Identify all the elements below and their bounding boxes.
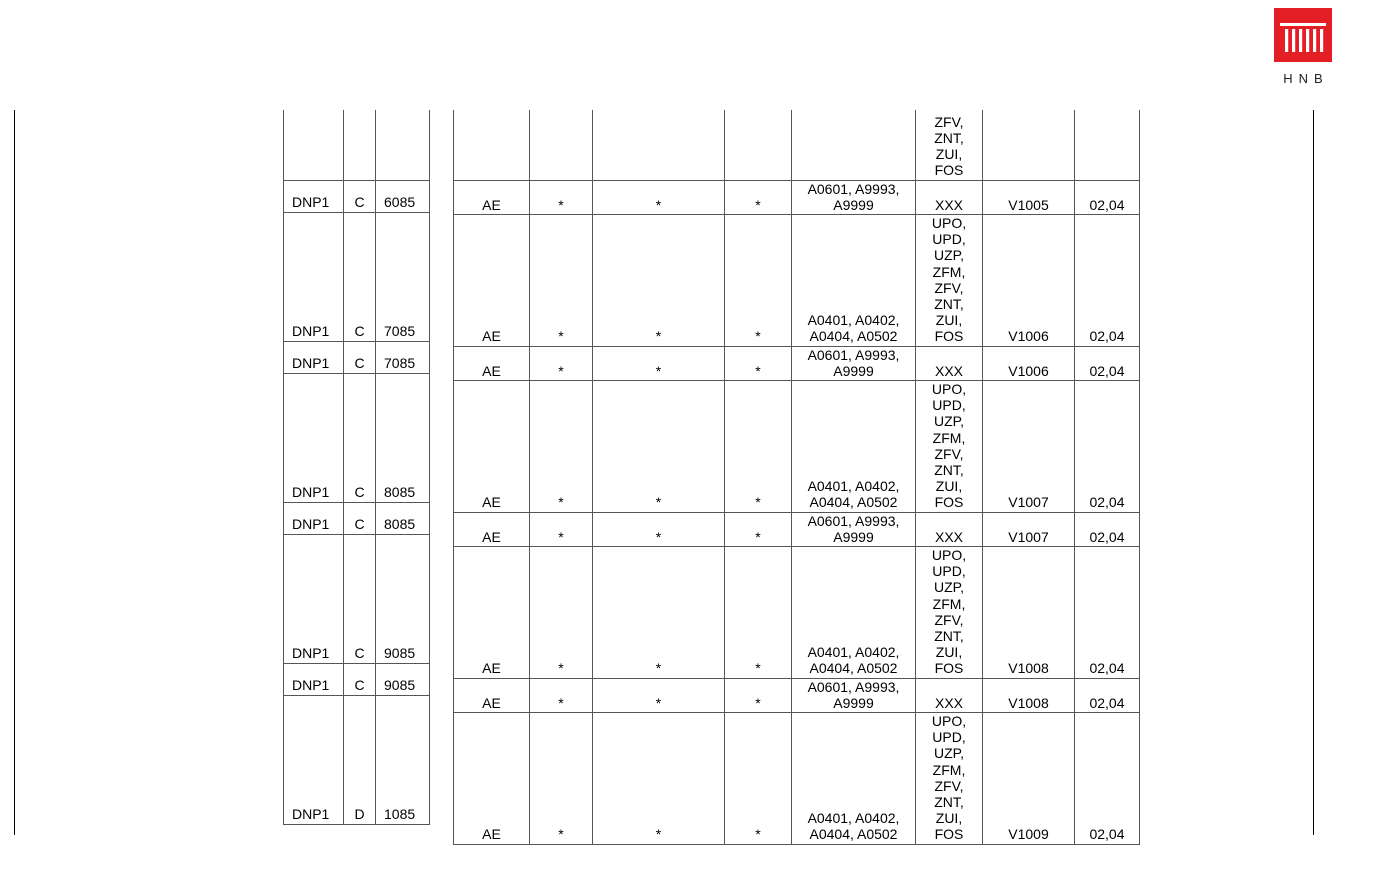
codes-cell: A0401, A0402, A0404, A0502 — [792, 214, 916, 346]
letter-cell: C — [344, 663, 376, 695]
series-cell: DNP1 — [284, 663, 344, 695]
value-cell: 02,04 — [1075, 546, 1140, 678]
value-cell: 02,04 — [1075, 180, 1140, 214]
mark-cell: * — [530, 546, 593, 678]
type-cell: AE — [454, 713, 530, 845]
table-row — [284, 110, 430, 180]
series-cell: DNP1 — [284, 341, 344, 373]
table-row — [284, 663, 430, 695]
page-border-left — [14, 110, 15, 835]
table-row — [454, 713, 1140, 845]
version-cell: V1009 — [983, 713, 1075, 845]
codes-cell: A0601, A9993, A9999 — [792, 346, 916, 380]
table-row — [454, 180, 1140, 214]
series-cell: DNP1 — [284, 180, 344, 212]
mark-cell: * — [530, 512, 593, 546]
letter-cell: D — [344, 695, 376, 824]
mark-cell: * — [725, 512, 792, 546]
mark-cell: * — [593, 380, 725, 512]
codes-cell: A0601, A9993, A9999 — [792, 678, 916, 712]
version-cell: V1007 — [983, 512, 1075, 546]
type-cell: AE — [454, 546, 530, 678]
mark-cell: * — [725, 346, 792, 380]
categories-cell: XXX — [916, 180, 983, 214]
hnb-logo — [1272, 8, 1334, 88]
value-cell: 02,04 — [1075, 512, 1140, 546]
number-cell: 6085 — [376, 180, 430, 212]
number-cell: 1085 — [376, 695, 430, 824]
mark-cell: * — [530, 713, 593, 845]
mark-cell: * — [593, 713, 725, 845]
letter-cell: C — [344, 341, 376, 373]
table-row — [454, 346, 1140, 380]
categories-cell: ZFV, ZNT, ZUI, FOS — [916, 110, 983, 180]
mark-cell: * — [593, 214, 725, 346]
mark-cell — [593, 110, 725, 180]
table-row — [284, 341, 430, 373]
series-cell: DNP1 — [284, 373, 344, 502]
letter-cell: C — [344, 502, 376, 534]
type-cell: AE — [454, 346, 530, 380]
number-cell: 8085 — [376, 373, 430, 502]
mark-cell — [530, 110, 593, 180]
series-cell: DNP1 — [284, 695, 344, 824]
table-row — [454, 380, 1140, 512]
value-cell — [1075, 110, 1140, 180]
value-cell: 02,04 — [1075, 713, 1140, 845]
mark-cell: * — [725, 380, 792, 512]
categories-cell: XXX — [916, 512, 983, 546]
letter-cell: C — [344, 534, 376, 663]
letter-cell: C — [344, 373, 376, 502]
codes-cell: A0401, A0402, A0404, A0502 — [792, 713, 916, 845]
mark-cell: * — [530, 180, 593, 214]
version-cell: V1007 — [983, 380, 1075, 512]
categories-cell: UPO, UPD, UZP, ZFM, ZFV, ZNT, ZUI, FOS — [916, 380, 983, 512]
mark-cell: * — [725, 678, 792, 712]
table-row — [284, 534, 430, 663]
logo-text: HNB — [1283, 71, 1329, 86]
value-cell: 02,04 — [1075, 380, 1140, 512]
code-table-left — [283, 110, 430, 825]
value-cell: 02,04 — [1075, 346, 1140, 380]
page-border-right — [1313, 110, 1314, 835]
table-row — [284, 695, 430, 824]
table-row — [454, 214, 1140, 346]
series-cell: DNP1 — [284, 212, 344, 341]
type-cell: AE — [454, 180, 530, 214]
number-cell: 9085 — [376, 534, 430, 663]
categories-cell: UPO, UPD, UZP, ZFM, ZFV, ZNT, ZUI, FOS — [916, 713, 983, 845]
table-row — [454, 110, 1140, 180]
categories-cell: XXX — [916, 678, 983, 712]
version-cell: V1005 — [983, 180, 1075, 214]
series-cell: DNP1 — [284, 534, 344, 663]
version-cell: V1006 — [983, 214, 1075, 346]
number-cell: 7085 — [376, 341, 430, 373]
mark-cell: * — [725, 546, 792, 678]
number-cell — [376, 110, 430, 180]
mark-cell: * — [530, 380, 593, 512]
mark-cell: * — [530, 214, 593, 346]
number-cell: 7085 — [376, 212, 430, 341]
categories-cell: XXX — [916, 346, 983, 380]
mark-cell: * — [593, 512, 725, 546]
table-row — [454, 512, 1140, 546]
number-cell: 9085 — [376, 663, 430, 695]
categories-cell: UPO, UPD, UZP, ZFM, ZFV, ZNT, ZUI, FOS — [916, 214, 983, 346]
table-row — [454, 546, 1140, 678]
mark-cell: * — [593, 678, 725, 712]
table-row — [284, 502, 430, 534]
table-row — [454, 678, 1140, 712]
value-cell: 02,04 — [1075, 678, 1140, 712]
series-cell: DNP1 — [284, 502, 344, 534]
table-row — [284, 212, 430, 341]
code-table-right — [453, 110, 1140, 845]
table-row — [284, 180, 430, 212]
number-cell: 8085 — [376, 502, 430, 534]
type-cell — [454, 110, 530, 180]
letter-cell: C — [344, 212, 376, 341]
codes-cell: A0401, A0402, A0404, A0502 — [792, 546, 916, 678]
version-cell: V1006 — [983, 346, 1075, 380]
categories-cell: UPO, UPD, UZP, ZFM, ZFV, ZNT, ZUI, FOS — [916, 546, 983, 678]
mark-cell: * — [593, 546, 725, 678]
type-cell: AE — [454, 512, 530, 546]
letter-cell: C — [344, 180, 376, 212]
type-cell: AE — [454, 678, 530, 712]
codes-cell: A0401, A0402, A0404, A0502 — [792, 380, 916, 512]
type-cell: AE — [454, 380, 530, 512]
codes-cell: A0601, A9993, A9999 — [792, 180, 916, 214]
mark-cell: * — [725, 180, 792, 214]
version-cell: V1008 — [983, 546, 1075, 678]
mark-cell: * — [530, 346, 593, 380]
mark-cell — [725, 110, 792, 180]
mark-cell: * — [725, 713, 792, 845]
mark-cell: * — [530, 678, 593, 712]
codes-cell: A0601, A9993, A9999 — [792, 512, 916, 546]
version-cell: V1008 — [983, 678, 1075, 712]
codes-cell — [792, 110, 916, 180]
mark-cell: * — [593, 180, 725, 214]
table-row — [284, 373, 430, 502]
series-cell — [284, 110, 344, 180]
hnb-emblem-icon — [1274, 8, 1332, 62]
value-cell: 02,04 — [1075, 214, 1140, 346]
type-cell: AE — [454, 214, 530, 346]
mark-cell: * — [725, 214, 792, 346]
version-cell — [983, 110, 1075, 180]
letter-cell — [344, 110, 376, 180]
mark-cell: * — [593, 346, 725, 380]
